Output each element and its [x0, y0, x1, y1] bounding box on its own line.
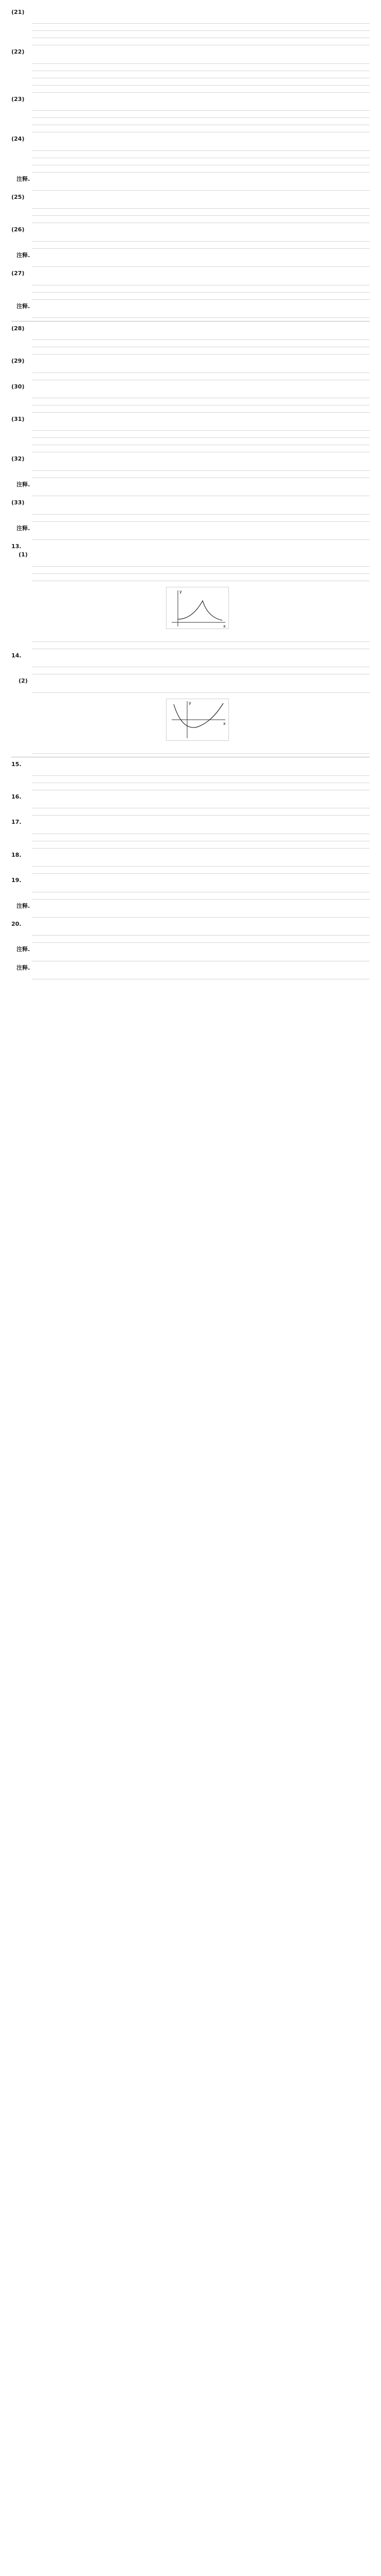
formula-block — [32, 313, 370, 318]
formula-block — [32, 837, 370, 841]
annotation-label: 注释. — [16, 946, 30, 953]
subproblem-label: (32) — [11, 455, 25, 463]
formula-block — [32, 448, 370, 452]
subproblem-33 — [11, 499, 370, 507]
subproblem-label: (33) — [11, 499, 25, 506]
formula-block — [32, 128, 370, 132]
formula-block — [32, 786, 370, 790]
formula-block — [32, 154, 370, 158]
section-limits-28-33 — [11, 325, 370, 540]
x-axis-label: x — [223, 721, 226, 726]
subproblem-label: (23) — [11, 95, 25, 103]
formula-block — [32, 281, 370, 285]
formula-block — [32, 204, 370, 209]
formula-block — [32, 440, 370, 445]
problem-16 — [11, 793, 370, 801]
formula-block — [32, 408, 370, 413]
problem-number: 19. — [11, 877, 22, 884]
formula-block — [32, 975, 370, 979]
annotation-label: 注释. — [16, 524, 30, 532]
formula-block — [32, 473, 370, 478]
problem-15 — [11, 760, 370, 769]
subproblem-21 — [11, 8, 370, 16]
subproblem-label: (24) — [11, 135, 25, 143]
subproblem-label: (30) — [11, 383, 25, 390]
annotation-note — [11, 964, 370, 972]
problem-19 — [11, 876, 370, 885]
formula-block — [32, 645, 370, 649]
formula-block — [32, 343, 370, 347]
subproblem-label: (22) — [11, 48, 25, 56]
formula-block — [32, 146, 370, 151]
formula-block — [32, 350, 370, 354]
graph-svg — [167, 699, 228, 740]
subproblem-29 — [11, 357, 370, 365]
subproblem-25 — [11, 193, 370, 201]
formula-block — [32, 335, 370, 340]
subproblem-label: (27) — [11, 270, 25, 277]
part-label: (2) — [19, 677, 28, 685]
subproblem-32 — [11, 455, 370, 463]
subproblem-30 — [11, 383, 370, 391]
subproblem-27 — [11, 269, 370, 278]
annotation-note — [11, 251, 370, 260]
problem-13 — [11, 543, 370, 551]
formula-block — [32, 88, 370, 93]
annotation-label: 注释. — [16, 175, 30, 182]
annotation-label: 注释. — [16, 902, 30, 909]
function-curve — [178, 601, 222, 620]
formula-block — [32, 844, 370, 849]
annotation-label: 注释. — [16, 964, 30, 971]
formula-block — [32, 637, 370, 642]
formula-block — [32, 394, 370, 398]
formula-block — [32, 938, 370, 943]
subproblem-label: (29) — [11, 358, 25, 365]
formula-block — [32, 492, 370, 496]
formula-block — [32, 869, 370, 874]
formula-block — [32, 121, 370, 125]
formula-block — [32, 957, 370, 961]
formula-block — [32, 663, 370, 667]
problem-18 — [11, 851, 370, 859]
formula-block — [32, 401, 370, 405]
formula-block — [32, 81, 370, 86]
formula-block — [32, 577, 370, 581]
formula-block — [32, 811, 370, 816]
part-label: (1) — [19, 551, 28, 558]
formula-block — [32, 771, 370, 776]
formula-block — [32, 186, 370, 191]
formula-block — [32, 895, 370, 900]
formula-block — [32, 433, 370, 438]
subproblem-label: (28) — [11, 325, 25, 332]
section-problems-13-14 — [11, 543, 370, 754]
formula-block — [32, 262, 370, 267]
formula-block — [32, 562, 370, 567]
formula-block — [32, 66, 370, 71]
problem-number: 15. — [11, 760, 22, 768]
subproblem-31 — [11, 415, 370, 423]
problem-number: 16. — [11, 793, 22, 800]
annotation-note — [11, 302, 370, 311]
annotation-note — [11, 481, 370, 489]
formula-block — [32, 829, 370, 834]
formula-block — [32, 244, 370, 249]
formula-block — [32, 376, 370, 380]
annotation-label: 注释. — [16, 251, 30, 259]
problem-17 — [11, 818, 370, 826]
formula-block — [32, 288, 370, 293]
formula-block — [32, 113, 370, 118]
formula-block — [32, 59, 370, 64]
formula-block — [32, 74, 370, 78]
annotation-note — [11, 945, 370, 954]
formula-block — [32, 218, 370, 223]
graph-svg — [167, 587, 228, 629]
function-curve — [174, 700, 223, 727]
problem-number: 17. — [11, 819, 22, 826]
problem-14 — [11, 652, 370, 660]
problem-part — [11, 551, 370, 559]
section-problems-15-20 — [11, 760, 370, 980]
function-graph-figure-2 — [166, 699, 229, 741]
formula-block — [32, 466, 370, 471]
problem-number: 18. — [11, 851, 22, 858]
formula-block — [32, 510, 370, 515]
subproblem-24 — [11, 135, 370, 143]
problem-20 — [11, 920, 370, 928]
formula-block — [32, 33, 370, 38]
annotation-label: 注释. — [16, 302, 30, 310]
formula-block — [32, 913, 370, 918]
annotation-note — [11, 902, 370, 910]
y-axis-label: y — [189, 700, 191, 705]
annotation-label: 注释. — [16, 481, 30, 488]
formula-block — [32, 688, 370, 693]
subproblem-label: (25) — [11, 193, 25, 200]
formula-block — [32, 749, 370, 754]
formula-block — [32, 517, 370, 522]
formula-block — [32, 19, 370, 24]
formula-block — [32, 804, 370, 808]
formula-block — [32, 368, 370, 373]
formula-block — [32, 41, 370, 45]
function-graph-figure-1 — [166, 587, 229, 629]
formula-block — [32, 862, 370, 867]
annotation-note — [11, 524, 370, 533]
subproblem-26 — [11, 226, 370, 234]
annotation-note — [11, 175, 370, 183]
problem-number: 13. — [11, 543, 22, 550]
formula-block — [32, 670, 370, 674]
formula-block — [32, 778, 370, 783]
formula-block — [32, 569, 370, 574]
formula-block — [32, 168, 370, 173]
problem-part — [11, 677, 370, 685]
formula-block — [32, 161, 370, 165]
problem-number: 20. — [11, 920, 22, 927]
x-axis-label: x — [223, 623, 226, 629]
subproblem-22 — [11, 48, 370, 56]
subproblem-28 — [11, 325, 370, 333]
subproblem-23 — [11, 95, 370, 104]
formula-block — [32, 106, 370, 111]
formula-block — [32, 888, 370, 892]
formula-block — [32, 535, 370, 540]
formula-block — [32, 426, 370, 431]
y-axis-label: y — [179, 589, 182, 594]
section-limits-21-27 — [11, 8, 370, 318]
problem-number: 14. — [11, 652, 22, 659]
subproblem-label: (31) — [11, 416, 25, 423]
formula-block — [32, 237, 370, 242]
formula-block — [32, 211, 370, 216]
subproblem-label: (26) — [11, 226, 25, 233]
formula-block — [32, 26, 370, 31]
formula-block — [32, 295, 370, 300]
subproblem-label: (21) — [11, 9, 25, 15]
formula-block — [32, 931, 370, 936]
